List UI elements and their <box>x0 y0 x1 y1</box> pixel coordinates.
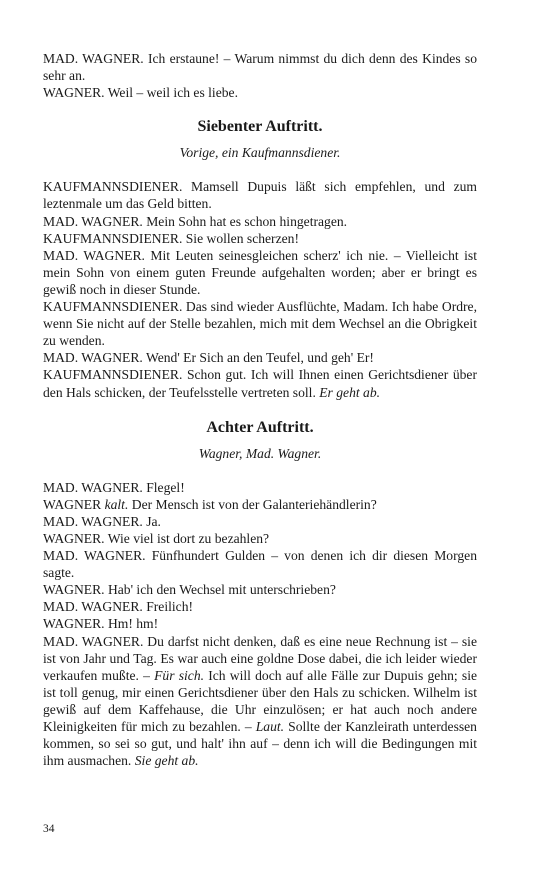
line-mad-wagner-teufel: MAD. WAGNER. Wend' Er Sich an den Teufel, und geh' Er! <box>43 350 374 366</box>
speech-text: Ich will doch auf alle Fälle zur Dupuis gehn; sie ist toll genug, mir einen Gerichtsdiener über den Hals zu schicken. Wilhelm ist gewiß auf dem Kaffehause, die Uhr einzulösen; er hat auch noch andere Kleinigkeiten für mich zu bezahlen. – <box>43 667 478 734</box>
stage-direction: kalt. <box>104 496 129 512</box>
line-mad-wagner-ja: MAD. WAGNER. Ja. <box>43 513 161 529</box>
stage-direction: Er geht ab. <box>319 384 381 400</box>
page-number: 34 <box>43 823 55 835</box>
line-wagner-wechsel: WAGNER. Hab' ich den Wechsel mit unterschrieben? <box>43 582 336 598</box>
speech-text: Der Mensch ist von der Galanteriehändlerin? <box>131 496 377 512</box>
line-mad-wagner-fuenfhundert: MAD. WAGNER. Fünfhundert Gulden – von denen ich dir diesen Morgen sagte. <box>43 548 477 581</box>
speech-text: KAUFMANNSDIENER. Schon gut. Ich will Ihnen einen Gerichtsdiener über den Hals schicken, der Teufelsstelle vertreten soll. <box>43 367 477 400</box>
speech-text: MAD. WAGNER. Du darfst nicht denken, daß es eine neue Rechnung ist – sie ist von Jahr und Tag. Es war auch eine goldne Dose dabei, die ich leider wieder verkaufen mußte. – <box>43 633 477 683</box>
stage-direction: Laut. <box>255 719 285 734</box>
scene-cast-achter: Wagner, Mad. Wagner. <box>198 445 322 461</box>
scene-title-siebenter: Siebenter Auftritt. <box>197 118 323 136</box>
stage-direction: Sie geht ab. <box>134 753 199 769</box>
line-mad-wagner-scherz: MAD. WAGNER. Mit Leuten seinesgleichen scherz' ich nie. – Vielleicht ist mein Sohn von einem guten Freunde aufgehalten worden; aber er bringt es gewiß noch in dieser Stunde. <box>43 247 477 297</box>
line-kaufmannsdiener-scherzen: KAUFMANNSDIENER. Sie wollen scherzen! <box>43 230 299 246</box>
line-mad-wagner-rechnung <box>43 633 477 770</box>
line-wagner-kalt <box>43 496 477 513</box>
line-kaufmannsdiener-gerichtsdiener <box>43 366 477 400</box>
speaker: WAGNER <box>43 496 102 512</box>
line-wagner-hm: WAGNER. Hm! hm! <box>43 616 159 632</box>
line-kaufmannsdiener-empfehlen: KAUFMANNSDIENER. Mamsell Dupuis läßt sich empfehlen, und zum leztenmale um das Geld bitten. <box>43 179 477 212</box>
line-mad-wagner-freilich: MAD. WAGNER. Freilich! <box>43 599 194 615</box>
line-wagner-liebe: WAGNER. Weil – weil ich es liebe. <box>43 85 238 101</box>
scene-title-achter: Achter Auftritt. <box>206 418 314 436</box>
line-kaufmannsdiener-ausfluechte: KAUFMANNSDIENER. Das sind wieder Ausflüchte, Madam. Ich habe Ordre, wenn Sie nicht auf der Stelle bezahlen, mich mit dem Wechsel an die Obrigkeit zu wenden. <box>43 299 477 349</box>
stage-direction: Für sich. <box>154 667 205 683</box>
line-mad-wagner-flegel: MAD. WAGNER. Flegel! <box>43 479 185 495</box>
page-text <box>43 50 477 769</box>
line-mad-wagner-erstaune: MAD. WAGNER. Ich erstaune! – Warum nimmst du dich denn des Kindes so sehr an. <box>43 51 477 84</box>
scene-cast-siebenter: Vorige, ein Kaufmannsdiener. <box>179 145 341 161</box>
line-mad-wagner-hingetragen: MAD. WAGNER. Mein Sohn hat es schon hingetragen. <box>43 213 348 229</box>
speech-text: Sollte der Kanzleirath unterdessen kommen, so sei so gut, und halt' ihn auf – denn ich will die Bedingungen mit ihm ausmachen. <box>43 719 477 769</box>
line-wagner-wieviel: WAGNER. Wie viel ist dort zu bezahlen? <box>43 530 270 546</box>
